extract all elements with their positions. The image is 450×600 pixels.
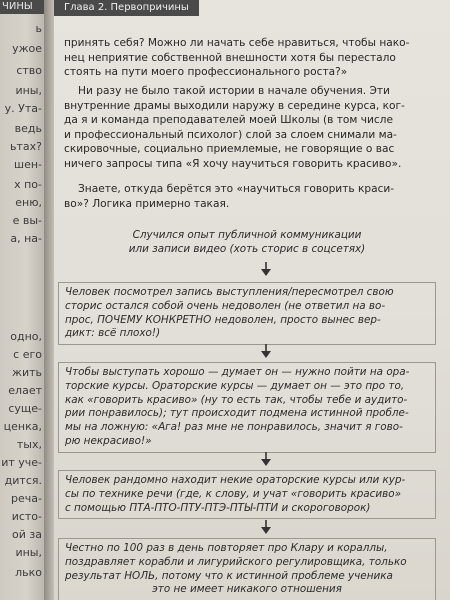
left-page-fragment: елает: [8, 384, 42, 397]
left-page-fragment: ьтах?: [10, 140, 42, 153]
flow-line: Случился опыт публичной коммуникации: [132, 229, 362, 241]
left-page-fragment: у. Ута-: [4, 102, 42, 115]
text-line: нец неприятие собственной внешности хотя бы перестало: [64, 51, 396, 64]
left-page-fragment: ины,: [15, 546, 42, 559]
flow-step-5: [58, 538, 436, 600]
text-line: скировочные, социально приемлемые, не говорящие о вас: [64, 143, 395, 156]
left-page-fragment: тых,: [16, 438, 42, 451]
left-page-header: ЧИНЫ: [0, 0, 44, 14]
left-page-fragment: дится.: [4, 474, 42, 487]
flow-line: мы на ложную: «Ага! раз мне не понравилось, значит я гово-: [65, 421, 403, 434]
flow-line: прос, ПОЧЕМУ КОНКРЕТНО недоволен, просто вынес вер-: [65, 313, 381, 326]
flow-line: Человек рандомно находит некие ораторские курсы или кур-: [65, 474, 406, 486]
text-line: и профессиональный психолог) слой за слоем снимали ма-: [64, 128, 397, 141]
text-line: стоять на пути моего профессионального роста?»: [64, 66, 348, 79]
book-page: [54, 0, 450, 600]
flow-line: сторис остался собой очень недоволен (не ответил на во-: [65, 299, 386, 312]
flow-line: рии понравилось); тут происходит подмена истинной пробле-: [65, 407, 409, 420]
flow-step-2: [58, 282, 436, 345]
left-page-fragment: суще-: [8, 402, 42, 415]
left-page-fragment: ой за: [12, 528, 42, 541]
running-head: Глава 2. Первопричины: [54, 0, 199, 16]
flow-line: это не имеет никакого отношения: [152, 583, 342, 596]
flow-line: с помощью ПТА-ПТО-ПТУ-ПТЭ-ПТЫ-ПТИ и скороговорок): [65, 501, 371, 514]
flow-line: сы по технике речи (где, к слову, и учат «говорить красиво»: [65, 487, 402, 500]
flow-line: дикт: всё плохо!): [65, 327, 161, 340]
paragraph: [64, 84, 432, 172]
left-page-fragment: ценка,: [3, 420, 42, 433]
flow-step-4: [58, 470, 436, 519]
text-line: ничего запросы типа «Я хочу научиться говорить красиво».: [64, 157, 402, 170]
left-page-fragment: одно,: [10, 330, 42, 343]
flow-line: Честно по 100 раз в день повторяет про Клару и кораллы,: [65, 542, 388, 554]
left-page-fragment: еню,: [15, 196, 42, 209]
paragraph: [64, 182, 432, 211]
flow-line: Чтобы выступать хорошо — думает он — нужно пойти на ора-: [65, 366, 410, 378]
left-page-fragment: жить: [12, 366, 42, 379]
left-page-fragment: исто-: [11, 510, 42, 523]
text-line: Знаете, откуда берётся это «научиться говорить краси-: [78, 183, 395, 195]
flow-line: Человек посмотрел запись выступления/пересмотрел свою: [65, 286, 394, 298]
text-line: да я и команда преподавателей моей Школы (в том числе: [64, 114, 393, 127]
left-page-fragment: ь: [35, 22, 42, 35]
left-page-fragment: ужое: [12, 42, 42, 55]
left-page-fragment: е вы-: [12, 214, 42, 227]
left-page-fragment: х по-: [14, 178, 42, 191]
left-page: [0, 0, 44, 600]
flow-line: как «говорить красиво» (ну то есть так, чтобы тебе и аудито-: [65, 393, 408, 406]
flow-step-1: [58, 226, 436, 260]
left-page-fragment: реча-: [11, 492, 42, 505]
left-page-fragment: ит уче-: [1, 456, 42, 469]
left-page-fragment: ины,: [15, 84, 42, 97]
flow-line: или записи видео (хоть сторис в соцсетях): [128, 242, 366, 255]
flow-line: рю некрасиво!»: [65, 434, 152, 447]
left-page-fragment: ство: [16, 64, 42, 77]
left-page-fragment: с его: [13, 348, 42, 361]
left-page-fragment: ведь: [14, 122, 42, 135]
book-spine: [44, 0, 54, 600]
flow-line: результат НОЛЬ, потому что к истинной проблеме ученика: [65, 569, 393, 582]
down-arrow-icon: [260, 520, 272, 534]
down-arrow-icon: [260, 344, 272, 358]
text-line: принять себя? Можно ли начать себе нравиться, чтобы нако-: [64, 37, 410, 49]
flow-step-3: [58, 362, 436, 453]
paragraph: [64, 36, 432, 80]
text-line: Ни разу не было такой истории в начале обучения. Эти: [78, 85, 390, 97]
left-page-fragment: а, на-: [10, 232, 42, 245]
down-arrow-icon: [260, 452, 272, 466]
left-page-fragment: шен-: [14, 158, 42, 171]
down-arrow-icon: [260, 262, 272, 276]
text-line: во»? Логика примерно такая.: [64, 197, 230, 210]
flow-line: поздравляет корабли и лигурийского регулировщика, только: [65, 555, 407, 568]
flow-line: торские курсы. Ораторские курсы — думает он — это про то,: [65, 379, 405, 392]
text-line: внутренние драмы выходили наружу в середине курса, ког-: [64, 99, 405, 112]
left-page-fragment: лько: [15, 566, 42, 579]
